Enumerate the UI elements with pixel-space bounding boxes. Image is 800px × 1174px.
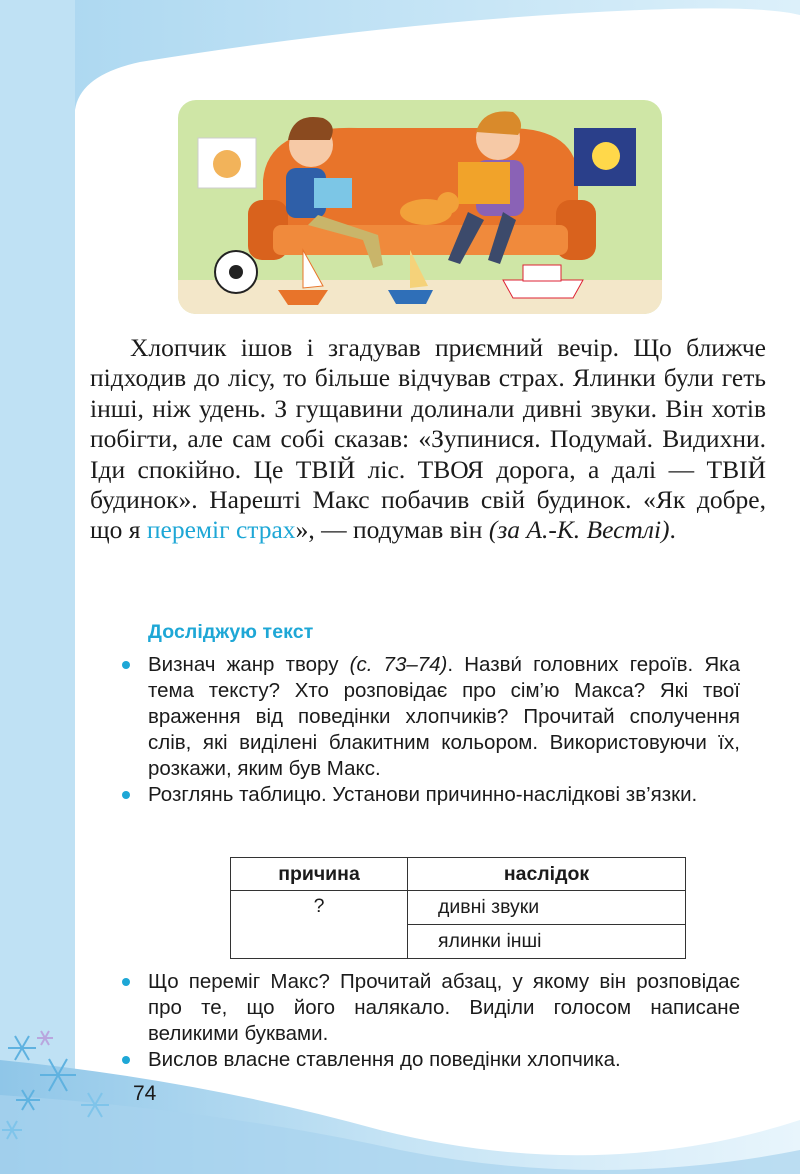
story-end: . bbox=[669, 515, 676, 545]
story-text bbox=[90, 333, 766, 546]
section-title: Досліджую текст bbox=[148, 621, 314, 643]
highlighted-phrase: переміг страх bbox=[146, 515, 296, 545]
task-item bbox=[120, 652, 740, 782]
task-item bbox=[120, 782, 740, 808]
table-cell-effect: ялинки інші bbox=[408, 925, 686, 959]
task-text: Розглянь таблицю. Установи причинно-наслідкові зв’язки. bbox=[148, 783, 698, 806]
story-source: (за А.-К. Вестлі) bbox=[488, 515, 670, 545]
task-list bbox=[120, 969, 740, 1073]
bullet-icon bbox=[122, 661, 130, 669]
task-item bbox=[120, 969, 740, 1047]
task-page-ref: (с. 73–74) bbox=[349, 653, 448, 676]
bullet-icon bbox=[122, 791, 130, 799]
table-row bbox=[231, 891, 686, 925]
task-item bbox=[120, 1047, 740, 1073]
story-line-end: », — подумав він bbox=[295, 515, 489, 545]
table-cell-cause: ? bbox=[231, 891, 408, 959]
task-list bbox=[120, 652, 740, 808]
story-paragraph bbox=[90, 333, 766, 546]
table-header: причина bbox=[231, 858, 408, 891]
bullet-icon bbox=[122, 1056, 130, 1064]
task-text: Що переміг Макс? Прочитай абзац, у якому він розповідає про те, що його налякало. Виділи голосом написане великими буквами. bbox=[148, 970, 740, 1045]
task-text-cont: . Назви́ головних героїв. Яка тема тексту? Хто розповідає про сім’ю Макса? Які твої враження від поведінки хлопчиків? Прочитай сполучення слів, які виділені блакитним кольором. Використовуючи їх, розкажи, яким був Макс. bbox=[148, 653, 740, 780]
bullet-icon bbox=[122, 978, 130, 986]
cause-effect-table bbox=[230, 857, 686, 959]
table-cell-effect: дивні звуки bbox=[408, 891, 686, 925]
table-header-row bbox=[231, 858, 686, 891]
illustration-boys-reading bbox=[178, 100, 662, 314]
task-text: Вислов власне ставлення до поведінки хлопчика. bbox=[148, 1048, 621, 1071]
task-text: Визнач жанр твору bbox=[148, 653, 350, 676]
table-header: наслідок bbox=[408, 858, 686, 891]
story-line: Хлопчик ішов і згадував приємний вечір. Що ближче підходив до лісу, то більше відчував страх. Ялинки були геть інші, ніж удень. З гущавини долинали дивні звуки. Він хотів побігти, але сам собі сказав: «Зупинися. Подумай. Видихни. Іди спокійно. Це ТВІЙ ліс. ТВОЯ дорога, а далі — ТВІЙ будинок». Нарешті Макс побачив свій будинок. «Як добре, що я bbox=[90, 333, 766, 545]
page-number: 74 bbox=[133, 1082, 157, 1105]
